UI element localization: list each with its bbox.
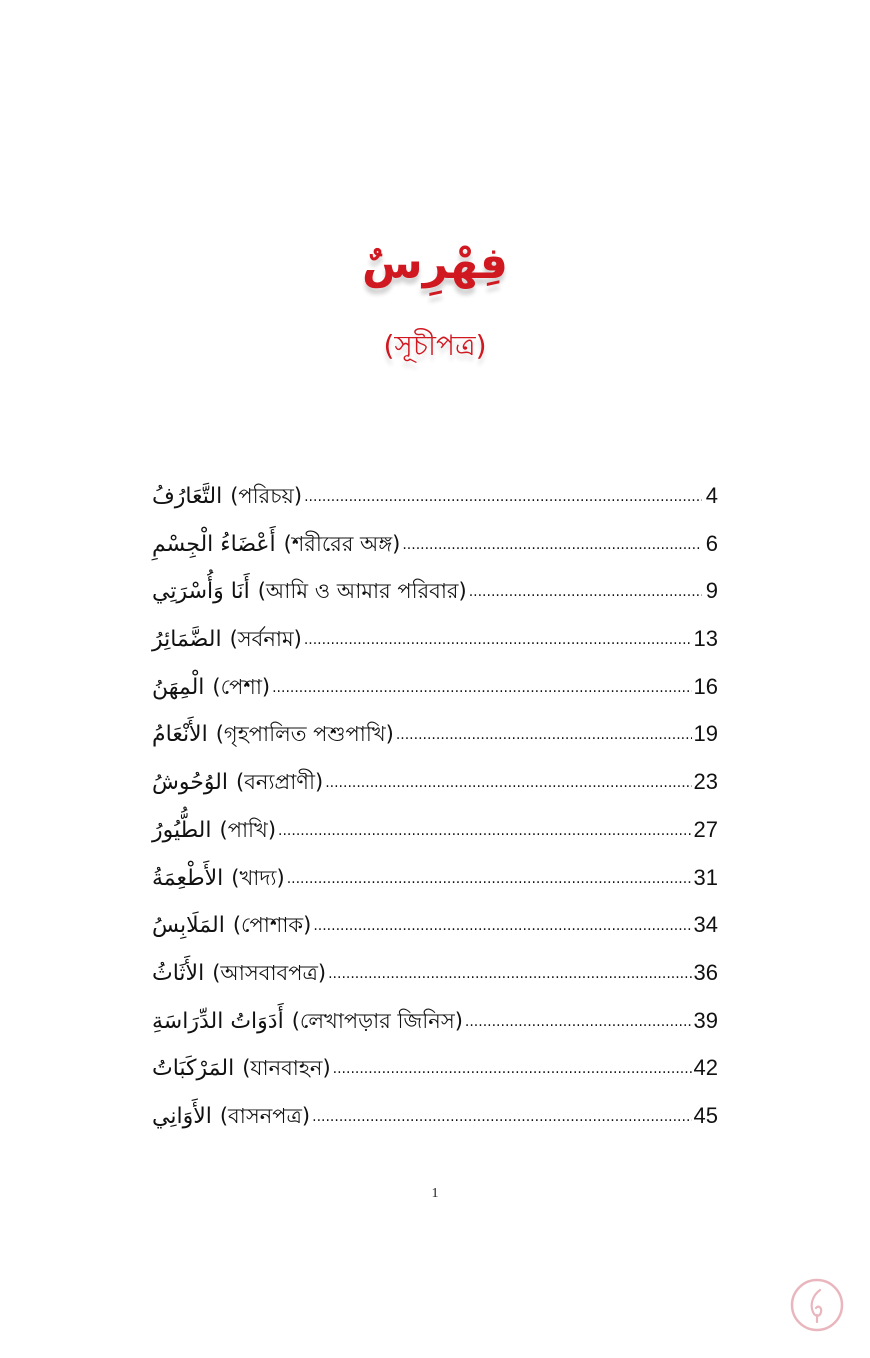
dot-leader [304, 474, 702, 522]
toc-entry-bengali: (গৃহপালিত পশুপাখি) [215, 722, 394, 747]
toc-entry-arabic: الأَوَانِي [152, 1103, 212, 1129]
toc-entry-arabic: المَلَابِسُ [152, 913, 225, 939]
toc-entry-page: 6 [705, 530, 718, 556]
dot-leader [465, 999, 692, 1047]
toc-entry[interactable] [152, 854, 718, 902]
toc-entry-page: 27 [693, 816, 718, 842]
quill-logo-icon [790, 1278, 844, 1332]
toc-entry-bengali: (শরীরের অঙ্গ) [283, 531, 401, 556]
toc-entry-arabic: أَدَوَاتُ الدِّرَاسَةِ [152, 1008, 284, 1034]
toc-entry[interactable] [152, 615, 718, 663]
toc-entry[interactable] [152, 472, 718, 520]
dot-leader [313, 903, 691, 951]
toc-entry[interactable] [152, 663, 718, 711]
toc-entry-page: 31 [693, 864, 718, 890]
toc-entry-bengali: (সর্বনাম) [229, 627, 302, 652]
toc-entry-bengali: (পরিচয়) [230, 484, 303, 508]
toc-entry-bengali: (খাদ্য) [231, 865, 285, 890]
dot-leader [312, 1094, 691, 1142]
toc-entry-arabic: الطُّيُورُ [152, 817, 212, 843]
dot-leader [402, 522, 702, 570]
dot-leader [278, 808, 691, 856]
toc-entry-bengali: (বন্যপ্রাণী) [236, 770, 324, 795]
toc-entry-arabic: أَعْضَاءُ الْجِسْمِ [152, 531, 276, 557]
toc-entry-arabic: الضَّمَائِرُ [152, 627, 222, 653]
toc-entry-page: 39 [693, 1007, 718, 1033]
toc-entry-page: 36 [693, 959, 718, 985]
dot-leader [396, 712, 692, 760]
toc-entry-bengali: (আসবাবপত্র) [212, 960, 327, 985]
page-number: 1 [431, 1186, 439, 1201]
toc-entry-bengali: (যানবাহন) [242, 1056, 331, 1081]
toc-entry-bengali: (পেশা) [212, 674, 271, 699]
toc-entry[interactable] [152, 520, 718, 568]
toc-entry-arabic: أَنَا وَأُسْرَتِي [152, 579, 250, 605]
dot-leader [304, 617, 692, 665]
toc-entry-bengali: (পোশাক) [232, 913, 312, 938]
page-subtitle-bengali: (সূচীপত্র) [383, 329, 487, 362]
toc-entry[interactable] [152, 901, 718, 949]
toc-entry-page: 9 [705, 578, 718, 604]
toc-entry-page: 13 [693, 626, 718, 652]
toc-entry-arabic: الأَثَاثُ [152, 960, 205, 986]
dot-leader [272, 665, 691, 713]
toc-entry-arabic: التَّعَارُفُ [152, 484, 223, 509]
dot-leader [328, 951, 691, 999]
toc-entry-page: 19 [693, 721, 718, 747]
toc-entry[interactable] [152, 1092, 718, 1140]
dot-leader [325, 760, 691, 808]
toc-entry-bengali: (বাসনপত্র) [219, 1103, 311, 1128]
toc-entry[interactable] [152, 567, 718, 615]
toc-entry-bengali: (আমি ও আমার পরিবার) [257, 579, 467, 604]
toc-entry-page: 45 [693, 1102, 718, 1128]
dot-leader [469, 569, 702, 617]
toc-entry-arabic: الأَنْعَامُ [152, 722, 208, 748]
toc-entry-page: 34 [693, 912, 718, 938]
toc-entry-arabic: الوُحُوشُ [152, 770, 229, 796]
toc-entry[interactable] [152, 710, 718, 758]
toc-entry-arabic: الأَطْعِمَةُ [152, 865, 224, 891]
toc-entry-page: 23 [693, 769, 718, 795]
toc-entry[interactable] [152, 949, 718, 997]
toc-entry-arabic: المَرْكَبَاتُ [152, 1056, 235, 1082]
toc-entry-page: 42 [693, 1055, 718, 1081]
toc-entry-bengali: (লেখাপড়ার জিনিস) [291, 1008, 463, 1033]
dot-leader [333, 1046, 692, 1094]
toc-entry-arabic: الْمِهَنُ [152, 674, 205, 700]
toc-entry-page: 4 [705, 483, 718, 508]
toc-entry[interactable] [152, 997, 718, 1045]
toc-entry[interactable] [152, 1044, 718, 1092]
toc-entry-page: 16 [693, 673, 718, 699]
dot-leader [287, 856, 692, 904]
toc-entry-bengali: (পাখি) [219, 817, 277, 842]
page-title-arabic: فِهْرِسٌ [362, 238, 508, 289]
toc-entry[interactable] [152, 758, 718, 806]
toc-entry[interactable] [152, 806, 718, 854]
table-of-contents [152, 472, 718, 1140]
